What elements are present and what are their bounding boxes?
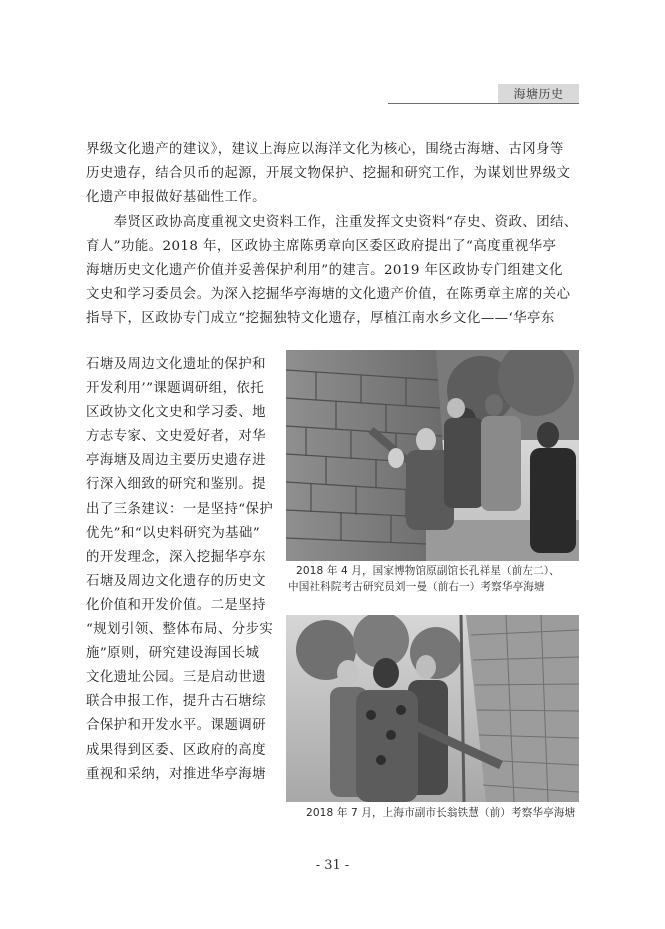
- text-line: 区政协文化文史和学习委、地: [86, 405, 266, 421]
- text-line: 出了三条建议：一是坚持“保护: [86, 501, 274, 517]
- running-header: [498, 84, 579, 103]
- page-number: - 31 -: [315, 858, 350, 873]
- text-line: 行深入细致的研究和鉴别。提: [86, 477, 266, 493]
- text-line: 奉贤区政协高度重视文史资料工作，注重发挥文史资料“存史、资政、团结、: [86, 215, 578, 230]
- text-line: 石塘及周边文化遗存的历史文: [86, 573, 266, 589]
- text-line: 亭海塘及周边主要历史遗存进: [86, 453, 266, 469]
- text-line: 历史遗存，结合贝币的起源，开展文物保护、挖掘和研究工作，为谋划世界级文: [86, 166, 571, 182]
- figure-1-caption-line2: 中国社科院考古研究员刘一曼（前右一）考察华亭海塘: [288, 581, 545, 593]
- text-line: 的开发理念，深入挖掘华亭东: [86, 549, 266, 565]
- text-line: 化价值和开发价值。二是坚持: [86, 597, 266, 613]
- photo-seawall-inspection-2: [286, 615, 579, 802]
- text-line: 石塘及周边文化遗址的保护和: [86, 357, 266, 372]
- text-line: 施”原则，研究建设海国长城: [86, 646, 260, 662]
- figure-1-caption-line1: 2018 年 4 月，国家博物馆原副馆长孔祥星（前左二）、: [296, 565, 560, 577]
- text-line: 合保护和开发水平。课题调研: [86, 718, 266, 734]
- paragraph-2-column: [86, 353, 286, 787]
- figure-2-caption: 2018 年 7 月，上海市副市长翁铁慧（前）考察华亭海塘: [306, 807, 576, 819]
- text-line: 界级文化遗产的建议》，建议上海应以海洋文化为核心，围绕古海塘、古冈身等: [86, 142, 564, 157]
- text-line: 文史和学习委员会。为深入挖掘华亭海塘的文化遗产价值，在陈勇章主席的关心: [86, 287, 571, 303]
- header-rule: [388, 103, 579, 104]
- paragraph-2: [86, 211, 579, 331]
- text-line: 优先”和“以史料研究为基础”: [86, 525, 261, 541]
- text-line: 联合申报工作，提升古石塘综: [86, 694, 266, 710]
- text-line: “规划引领、整体布局、分步实: [86, 622, 274, 638]
- text-line: 文化遗址公园。三是启动世遗: [86, 670, 266, 686]
- photo-seawall-inspection-1: [286, 350, 579, 561]
- text-line: 成果得到区委、区政府的高度: [86, 742, 266, 758]
- section-title: 海塘历史: [513, 87, 564, 101]
- paragraph-1: [86, 138, 579, 210]
- text-line: 开发利用’”课题调研组，依托: [86, 381, 265, 397]
- text-line: 指导下，区政协专门成立“挖掘独特文化遗存，厚植江南水乡文化——‘华亭东: [86, 311, 555, 327]
- text-line: 重视和采纳，对推进华亭海塘: [86, 766, 266, 782]
- text-line: 育人”功能。2018 年，区政协主席陈勇章向区委区政府提出了“高度重视华亭: [86, 239, 557, 255]
- text-line: 海塘历史文化遗产价值并妥善保护利用”的建言。2019 年区政协专门组建文化: [86, 263, 563, 279]
- text-line: 方志专家、文史爱好者，对华: [86, 429, 266, 445]
- text-line: 化遗产申报做好基础性工作。: [86, 190, 266, 206]
